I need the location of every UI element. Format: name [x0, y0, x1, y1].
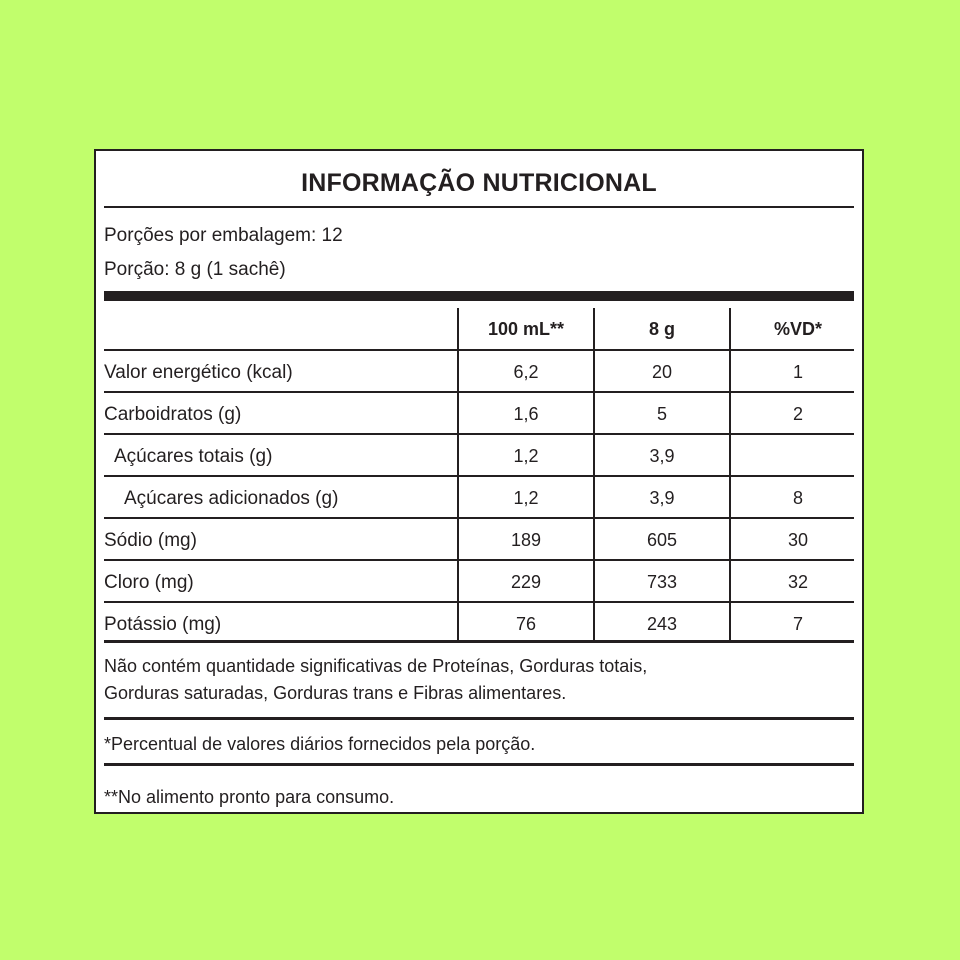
header-per-serving: 8 g [648, 319, 675, 339]
value-per-serving: 243 [646, 614, 678, 634]
value-per-100ml: 229 [510, 572, 542, 592]
value-per-100ml: 189 [510, 530, 542, 550]
thick-divider [104, 291, 854, 301]
value-per-serving: 605 [646, 530, 678, 550]
value-daily: 32 [787, 572, 809, 592]
column-separator [593, 308, 595, 641]
nutrient-name: Açúcares totais (g) [114, 446, 273, 467]
value-daily: 8 [792, 488, 803, 508]
header-daily-value: %VD* [773, 319, 822, 339]
nutrient-name: Cloro (mg) [104, 572, 194, 593]
serving-size: Porção: 8 g (1 sachê) [104, 259, 286, 280]
value-per-100ml: 6,2 [513, 362, 539, 382]
divider [104, 717, 854, 720]
value-per-100ml: 1,6 [513, 404, 539, 424]
nutrient-name: Potássio (mg) [104, 614, 222, 635]
value-per-serving: 3,9 [649, 446, 675, 466]
value-daily: 2 [792, 404, 803, 424]
servings-per-package: Porções por embalagem: 12 [104, 225, 343, 246]
value-per-100ml: 1,2 [513, 488, 539, 508]
table-row [104, 560, 854, 602]
divider [104, 206, 854, 208]
table-row [104, 476, 854, 518]
label-title: INFORMAÇÃO NUTRICIONAL [301, 169, 657, 197]
value-daily [730, 434, 866, 476]
table-row [104, 602, 854, 644]
value-per-serving: 733 [646, 572, 678, 592]
nutrient-name: Açúcares adicionados (g) [124, 488, 339, 509]
value-daily: 7 [792, 614, 803, 634]
nutrient-name: Carboidratos (g) [104, 404, 242, 425]
footnote-ready-to-consume: **No alimento pronto para consumo. [104, 787, 395, 807]
column-separator [729, 308, 731, 641]
not-significant-note-line1: Não contém quantidade significativas de Proteínas, Gorduras totais, [104, 656, 648, 676]
value-per-serving: 20 [651, 362, 673, 382]
divider [104, 763, 854, 766]
not-significant-note-line2: Gorduras saturadas, Gorduras trans e Fibras alimentares. [104, 683, 567, 703]
nutrient-name: Valor energético (kcal) [104, 362, 293, 383]
value-daily: 1 [792, 362, 803, 382]
table-row [104, 518, 854, 560]
value-per-serving: 5 [656, 404, 667, 424]
table-header [104, 308, 854, 350]
nutrition-facts-label [94, 149, 864, 814]
table-row [104, 350, 854, 392]
header-per-100ml: 100 mL** [487, 319, 565, 339]
value-daily: 30 [787, 530, 809, 550]
value-per-100ml: 76 [515, 614, 537, 634]
value-per-serving: 3,9 [649, 488, 675, 508]
value-per-100ml: 1,2 [513, 446, 539, 466]
footnote-daily-values: *Percentual de valores diários fornecidos pela porção. [104, 734, 536, 754]
table-row [104, 434, 854, 476]
table-row [104, 392, 854, 434]
divider [104, 640, 854, 643]
nutrient-name: Sódio (mg) [104, 530, 197, 551]
column-separator [457, 308, 459, 641]
